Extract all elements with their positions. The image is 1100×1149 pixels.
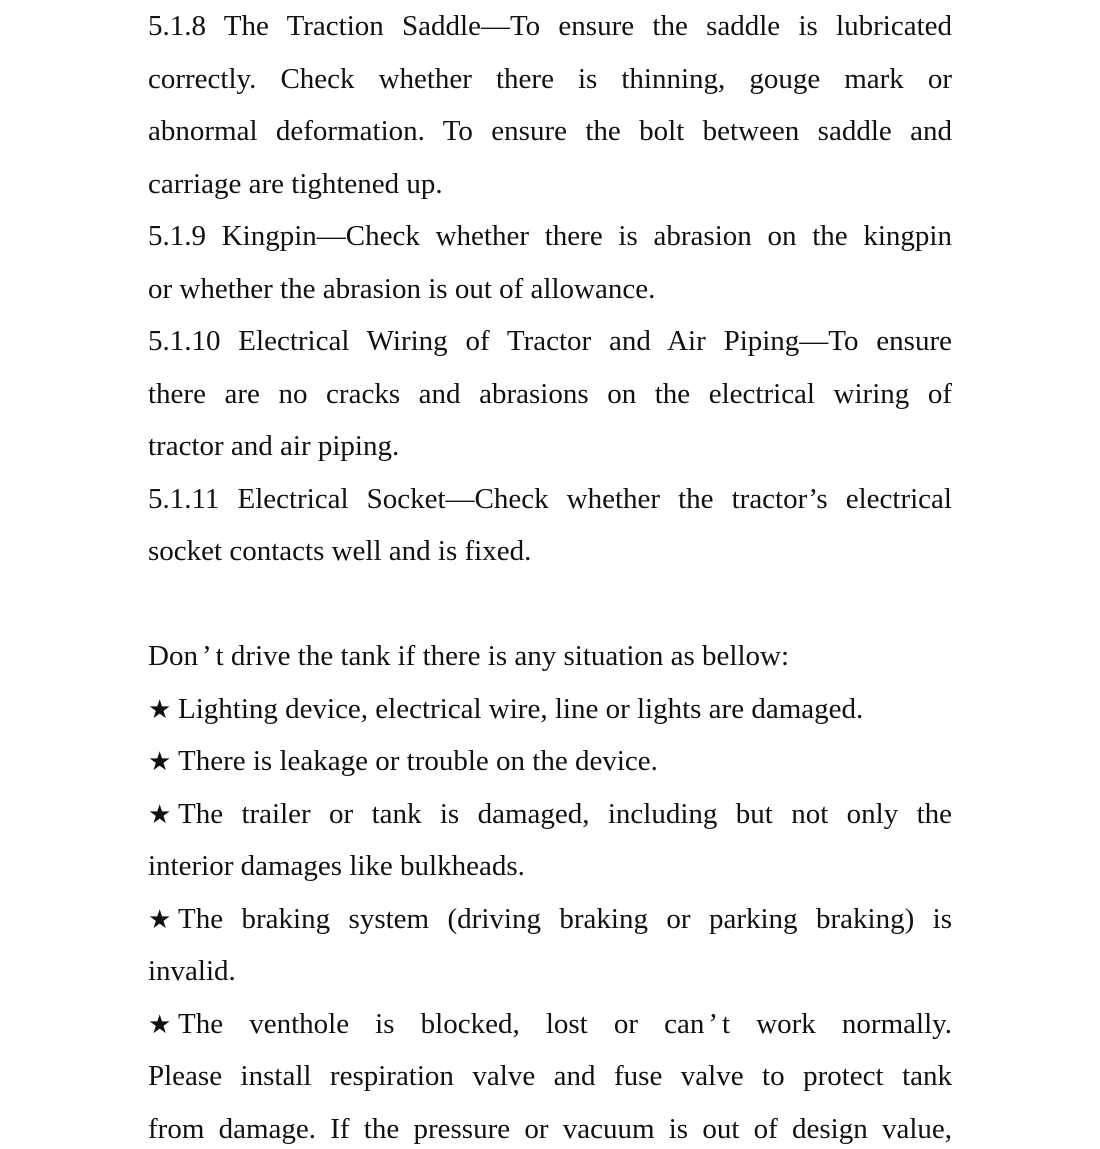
bullet-text: Lighting device, electrical wire, line or lights are damaged. [178,693,864,725]
section-5-1-8-line-2: correctly. Check whether there is thinning, gouge mark or [148,63,952,95]
bullet-leakage [148,741,952,781]
bullet-lighting-damaged [148,689,952,729]
bullet-text-part-1: The venthole is blocked, lost or can [178,1008,705,1040]
bullet-text-part-2: t work normally. [722,1008,952,1040]
section-5-1-11-line-2: socket contacts well and is fixed. [148,535,532,567]
section-5-1-9-line-2: or whether the abrasion is out of allowance. [148,273,656,305]
star-icon: ★ [148,800,172,830]
warning-intro [148,636,952,676]
section-5-1-8-line-3: abnormal deformation. To ensure the bolt between saddle and [148,115,952,147]
bullet-venthole-line-2: Please install respiration valve and fuse valve to protect tank [148,1060,952,1092]
bullet-text: There is leakage or trouble on the device. [178,745,658,777]
bullet-braking-invalid-line-1 [148,899,952,939]
section-5-1-8-line-1: 5.1.8 The Traction Saddle—To ensure the saddle is lubricated [148,10,952,42]
bullet-text: The braking system (driving braking or parking braking) is [178,903,952,935]
star-icon: ★ [148,1010,172,1040]
section-5-1-10-line-3: tractor and air piping. [148,430,400,462]
bullet-text: The trailer or tank is damaged, including but not only the [178,798,952,830]
section-5-1-8-line-4: carriage are tightened up. [148,168,443,200]
section-5-1-9-line-1: 5.1.9 Kingpin—Check whether there is abrasion on the kingpin [148,220,952,252]
bullet-apostrophe: ’ [708,1008,719,1040]
warning-intro-part-1: Don [148,640,198,672]
bullet-trailer-damaged-line-2: interior damages like bulkheads. [148,850,525,882]
section-5-1-11-line-1: 5.1.11 Electrical Socket—Check whether the tractor’s electrical [148,483,952,515]
bullet-trailer-damaged-line-1 [148,794,952,834]
warning-intro-apostrophe: ’ [201,640,212,672]
bullet-venthole-line-3: from damage. If the pressure or vacuum is out of design value, [148,1113,952,1145]
star-icon: ★ [148,695,172,725]
bullet-venthole-line-1 [148,1004,952,1044]
star-icon: ★ [148,905,172,935]
warning-intro-part-2: t drive the tank if there is any situation as bellow: [215,640,790,672]
section-5-1-10-line-1: 5.1.10 Electrical Wiring of Tractor and Air Piping—To ensure [148,325,952,357]
bullet-braking-invalid-line-2: invalid. [148,955,236,987]
section-5-1-10-line-2: there are no cracks and abrasions on the electrical wiring of [148,378,952,410]
star-icon: ★ [148,747,172,777]
